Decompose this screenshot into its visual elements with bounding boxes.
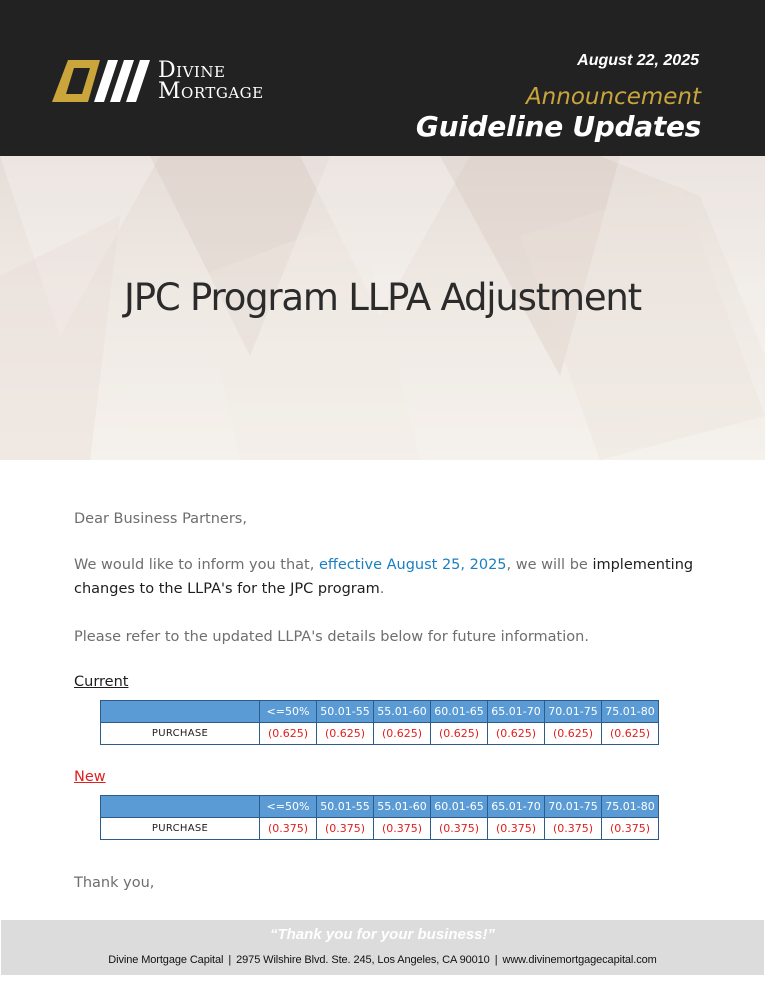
company-logo — [52, 60, 292, 106]
table-header-cell: 55.01-60 — [374, 701, 431, 723]
llpa-value-cell: (0.625) — [317, 723, 374, 745]
table-header-cell: 50.01-55 — [317, 796, 374, 818]
row-label-purchase: PURCHASE — [101, 723, 260, 745]
table-header-cell: 55.01-60 — [374, 796, 431, 818]
announcement-date: August 22, 2025 — [577, 52, 699, 69]
table-row — [101, 818, 659, 840]
footer-separator: | — [228, 954, 232, 966]
llpa-value-cell: (0.625) — [431, 723, 488, 745]
intro-text-b: , we will be — [506, 557, 593, 573]
new-llpa-table — [100, 795, 659, 840]
header-title: Guideline Updates — [415, 110, 701, 143]
reference-paragraph: Please refer to the updated LLPA's details below for future information. — [74, 629, 589, 645]
intro-paragraph — [74, 553, 699, 601]
llpa-value-cell: (0.625) — [602, 723, 659, 745]
llpa-value-cell: (0.375) — [488, 818, 545, 840]
intro-text-a: We would like to inform you that, — [74, 557, 319, 573]
table-header-cell: 60.01-65 — [431, 796, 488, 818]
logo-wordmark — [158, 60, 264, 102]
current-section-label: Current — [74, 674, 129, 690]
footer-address: 2975 Wilshire Blvd. Ste. 245, Los Angeles, CA 90010 — [236, 954, 490, 966]
table-header-cell — [101, 701, 260, 723]
table-header-cell: 65.01-70 — [488, 701, 545, 723]
table-header-cell: 65.01-70 — [488, 796, 545, 818]
closing-text: Thank you, — [74, 875, 155, 891]
llpa-value-cell: (0.625) — [374, 723, 431, 745]
table-header-row — [101, 701, 659, 723]
page-title: JPC Program LLPA Adjustment — [124, 276, 641, 319]
intro-text-end: . — [379, 581, 385, 597]
table-header-cell: 50.01-55 — [317, 701, 374, 723]
table-header-cell — [101, 796, 260, 818]
llpa-value-cell: (0.375) — [260, 818, 317, 840]
llpa-value-cell: (0.375) — [602, 818, 659, 840]
footer-quote: “Thank you for your business!” — [269, 926, 496, 943]
table-row — [101, 723, 659, 745]
current-llpa-table — [100, 700, 659, 745]
table-header-row — [101, 796, 659, 818]
footer-separator: | — [494, 954, 498, 966]
table-header-cell: 70.01-75 — [545, 796, 602, 818]
announcement-label: Announcement — [525, 84, 701, 110]
effective-date-highlight: effective August 25, 2025 — [318, 557, 507, 573]
table-header-cell: 75.01-80 — [602, 796, 659, 818]
table-header-cell: 60.01-65 — [431, 701, 488, 723]
logo-line-2: Mortgage — [158, 79, 264, 104]
divine-mortgage-logo-mark-icon — [52, 60, 156, 102]
logo-line-1: Divine — [158, 58, 226, 83]
llpa-value-cell: (0.625) — [545, 723, 602, 745]
salutation: Dear Business Partners, — [74, 511, 247, 527]
llpa-value-cell: (0.375) — [317, 818, 374, 840]
table-header-cell: 70.01-75 — [545, 701, 602, 723]
footer-bar — [1, 920, 764, 975]
table-header-cell: <=50% — [260, 796, 317, 818]
implementing-changes-text: implementing changes to the LLPA's for the JPC program — [74, 557, 694, 597]
footer-website-link[interactable]: www.divinemortgagecapital.com — [502, 954, 657, 966]
footer-contact-info — [1, 954, 764, 966]
new-section-label: New — [74, 769, 106, 785]
footer-company-name: Divine Mortgage Capital — [108, 954, 224, 966]
header-bar — [0, 0, 765, 156]
llpa-value-cell: (0.375) — [545, 818, 602, 840]
table-header-cell: <=50% — [260, 701, 317, 723]
llpa-value-cell: (0.375) — [431, 818, 488, 840]
row-label-purchase: PURCHASE — [101, 818, 260, 840]
llpa-value-cell: (0.625) — [488, 723, 545, 745]
llpa-value-cell: (0.375) — [374, 818, 431, 840]
hero-banner — [0, 156, 765, 460]
llpa-value-cell: (0.625) — [260, 723, 317, 745]
table-header-cell: 75.01-80 — [602, 701, 659, 723]
